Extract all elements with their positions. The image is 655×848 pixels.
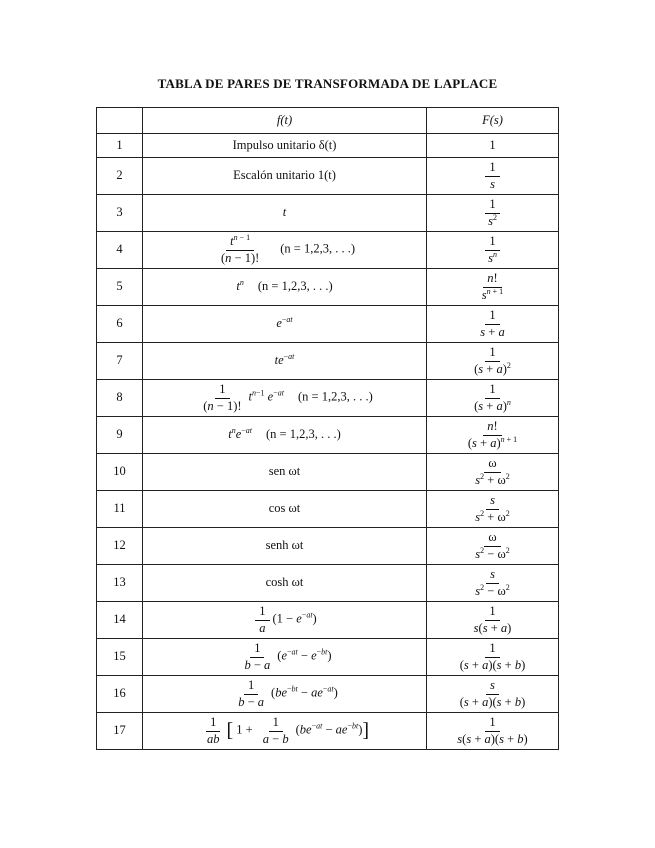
table-row xyxy=(97,195,559,232)
row-Fs: $\frac{s}{s^2 - \omega^2}$ xyxy=(427,565,559,602)
row-number: 9 xyxy=(97,417,143,454)
table-row xyxy=(97,343,559,380)
row-number: 10 xyxy=(97,454,143,491)
row-number: 13 xyxy=(97,565,143,602)
table-row xyxy=(97,380,559,417)
row-Fs: $\frac{1}{(s + a)(s + b)}$ xyxy=(427,639,559,676)
row-Fs: $\frac{1}{s^n}$ xyxy=(427,232,559,269)
row-number: 1 xyxy=(97,134,143,158)
table-header-row xyxy=(97,108,559,134)
table-row xyxy=(97,565,559,602)
row-Fs: $\frac{\omega}{s^2 + \omega^2}$ xyxy=(427,454,559,491)
table-row xyxy=(97,269,559,306)
row-Fs: 1 xyxy=(427,134,559,158)
header-number xyxy=(97,108,143,134)
row-number: 3 xyxy=(97,195,143,232)
row-number: 4 xyxy=(97,232,143,269)
row-Fs: $\frac{1}{s + a}$ xyxy=(427,306,559,343)
row-ft: $\frac{1}{b - a}$ $(e^{-at} - e^{-bt})$ xyxy=(143,639,427,676)
row-Fs: $\frac{1}{s(s + a)(s + b)}$ xyxy=(427,713,559,750)
row-number: 12 xyxy=(97,528,143,565)
row-number: 17 xyxy=(97,713,143,750)
table-row xyxy=(97,306,559,343)
row-Fs: $\frac{n!}{(s + a)^{n + 1}}$ xyxy=(427,417,559,454)
row-ft: Escalón unitario 1(t) xyxy=(143,158,427,195)
row-ft: cosh ωt xyxy=(143,565,427,602)
row-ft: $\frac{t^{n - 1}}{(n - 1)!}$ (n = 1,2,3, . . .) xyxy=(143,232,427,269)
row-Fs: $\frac{s}{(s + a)(s + b)}$ xyxy=(427,676,559,713)
row-ft: $t^n$ (n = 1,2,3, . . .) xyxy=(143,269,427,306)
page-title: TABLA DE PARES DE TRANSFORMADA DE LAPLACE xyxy=(157,76,498,91)
row-Fs: $\frac{1}{s(s + a)}$ xyxy=(427,602,559,639)
table-row xyxy=(97,491,559,528)
header-f: f(t) xyxy=(143,108,427,134)
row-number: 16 xyxy=(97,676,143,713)
row-Fs: $\frac{1}{(s + a)^n}$ xyxy=(427,380,559,417)
table-row xyxy=(97,417,559,454)
row-Fs: $\frac{1}{(s + a)^2}$ xyxy=(427,343,559,380)
row-Fs: $\frac{n!}{s^{n + 1}}$ xyxy=(427,269,559,306)
laplace-table xyxy=(96,107,559,750)
row-number: 15 xyxy=(97,639,143,676)
row-ft: t xyxy=(143,195,427,232)
header-F: F(s) xyxy=(427,108,559,134)
row-ft: cos ωt xyxy=(143,491,427,528)
table-row xyxy=(97,713,559,750)
row-ft: $e^{-at}$ xyxy=(143,306,427,343)
row-Fs: $\frac{1}{s^2}$ xyxy=(427,195,559,232)
table-row xyxy=(97,528,559,565)
row-number: 11 xyxy=(97,491,143,528)
row-number: 14 xyxy=(97,602,143,639)
row-number: 8 xyxy=(97,380,143,417)
row-ft: $\frac{1}{a}$ $(1 - e^{-at})$ xyxy=(143,602,427,639)
row-number: 5 xyxy=(97,269,143,306)
row-number: 6 xyxy=(97,306,143,343)
row-Fs: $\frac{1}{s}$ xyxy=(427,158,559,195)
row-number: 7 xyxy=(97,343,143,380)
table-row xyxy=(97,454,559,491)
row-ft: senh ωt xyxy=(143,528,427,565)
table-row xyxy=(97,134,559,158)
row-Fs: $\frac{\omega}{s^2 - \omega^2}$ xyxy=(427,528,559,565)
table-row xyxy=(97,639,559,676)
table-row xyxy=(97,158,559,195)
row-Fs: $\frac{s}{s^2 + \omega^2}$ xyxy=(427,491,559,528)
table-row xyxy=(97,232,559,269)
row-ft: $te^{-at}$ xyxy=(143,343,427,380)
row-ft: $\frac{1}{b - a}$ $(be^{-bt} - ae^{-at})$ xyxy=(143,676,427,713)
row-ft: Impulso unitario δ(t) xyxy=(143,134,427,158)
table-row xyxy=(97,602,559,639)
row-ft: $\frac{1}{(n - 1)!}$ $t^{n-1}$ $e^{-at}$ (n = 1,2,3, . . .) xyxy=(143,380,427,417)
table-row xyxy=(97,676,559,713)
row-ft: $\frac{1}{ab}$ [ 1 + $\frac{1}{a - b}$ $(be^{-at} - ae^{-bt})$] xyxy=(143,713,427,750)
row-number: 2 xyxy=(97,158,143,195)
row-ft: $t^ne^{-at}$ (n = 1,2,3, . . .) xyxy=(143,417,427,454)
row-ft: sen ωt xyxy=(143,454,427,491)
